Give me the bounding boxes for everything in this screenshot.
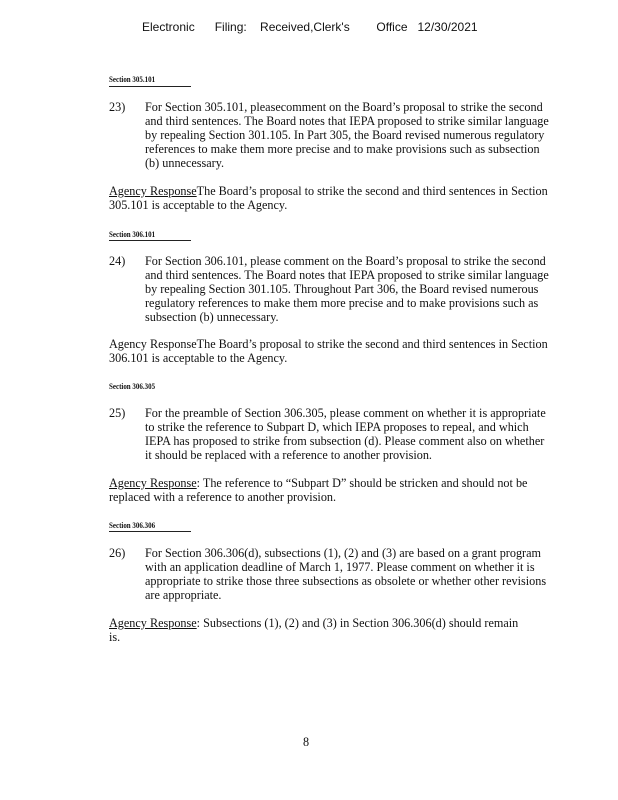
question-text bbox=[145, 546, 600, 602]
question-line: are appropriate. bbox=[145, 588, 222, 602]
response-line: : The reference to “Subpart D” should be stricken and should not be bbox=[196, 476, 528, 490]
section-heading: Section 306.101 bbox=[109, 229, 156, 239]
question-line: it should be replaced with a reference to another provision. bbox=[145, 448, 432, 462]
question-line: subsection (b) unnecessary. bbox=[145, 310, 279, 324]
section-heading: Section 306.306 bbox=[109, 520, 156, 530]
section-heading-underline bbox=[109, 86, 191, 87]
response-label: Agency Response bbox=[109, 616, 197, 630]
response-label: Agency Response bbox=[109, 476, 197, 490]
question-line: appropriate to strike those three subsections as obsolete or whether other revisions bbox=[145, 574, 547, 588]
agency-response bbox=[109, 337, 604, 365]
question-line: with an application deadline of March 1, 1977. Please comment on whether it is bbox=[145, 560, 535, 574]
question-line: regulatory references to make them more precise and to make provisions such as bbox=[145, 296, 539, 310]
agency-response bbox=[109, 184, 604, 212]
response-line: 305.101 is acceptable to the Agency. bbox=[109, 198, 288, 212]
question-line: For Section 305.101, pleasecomment on the Board’s proposal to strike the second bbox=[145, 100, 543, 114]
question-line: references to make them more precise and to make provisions such as subsection bbox=[145, 142, 540, 156]
question-number: 24) bbox=[109, 254, 126, 268]
response-label: Agency Response bbox=[109, 337, 197, 351]
response-line: is. bbox=[109, 630, 121, 644]
section-heading-underline bbox=[109, 531, 191, 532]
response-line: The Board’s proposal to strike the second and third sentences in Section bbox=[196, 337, 548, 351]
question-line: For Section 306.101, please comment on the Board’s proposal to strike the second bbox=[145, 254, 546, 268]
page-number: 8 bbox=[303, 735, 310, 749]
question-text bbox=[145, 254, 600, 324]
response-line: 306.101 is acceptable to the Agency. bbox=[109, 351, 288, 365]
response-label: Agency Response bbox=[109, 184, 197, 198]
question-number: 23) bbox=[109, 100, 126, 114]
question-line: For the preamble of Section 306.305, please comment on whether it is appropriate bbox=[145, 406, 546, 420]
question-line: and third sentences. The Board notes that IEPA proposed to strike similar language bbox=[145, 268, 549, 282]
question-number: 25) bbox=[109, 406, 126, 420]
section-heading: Section 305.101 bbox=[109, 74, 156, 84]
agency-response bbox=[109, 616, 604, 644]
section-heading-underline bbox=[109, 240, 191, 241]
question-line: by repealing Section 301.105. Throughout Part 306, the Board revised numerous bbox=[145, 282, 539, 296]
question-line: and third sentences. The Board notes that IEPA proposed to strike similar language bbox=[145, 114, 549, 128]
question-line: by repealing Section 301.105. In Part 305, the Board revised numerous regulatory bbox=[145, 128, 545, 142]
response-line: replaced with a reference to another provision. bbox=[109, 490, 337, 504]
response-line: The Board’s proposal to strike the second and third sentences in Section bbox=[196, 184, 548, 198]
question-text bbox=[145, 100, 600, 170]
question-line: For Section 306.306(d), subsections (1), (2) and (3) are based on a grant program bbox=[145, 546, 541, 560]
filing-header: Electronic Filing: Received,Clerk's Office 12/30/2021 bbox=[142, 20, 478, 34]
response-line: : Subsections (1), (2) and (3) in Section 306.306(d) should remain bbox=[196, 616, 519, 630]
agency-response bbox=[109, 476, 604, 504]
question-text bbox=[145, 406, 600, 462]
question-number: 26) bbox=[109, 546, 126, 560]
question-line: (b) unnecessary. bbox=[145, 156, 225, 170]
section-heading: Section 306.305 bbox=[109, 381, 156, 391]
question-line: to strike the reference to Subpart D, which IEPA proposes to repeal, and which bbox=[145, 420, 529, 434]
question-line: IEPA has proposed to strike from subsection (d). Please comment also on whether bbox=[145, 434, 545, 448]
